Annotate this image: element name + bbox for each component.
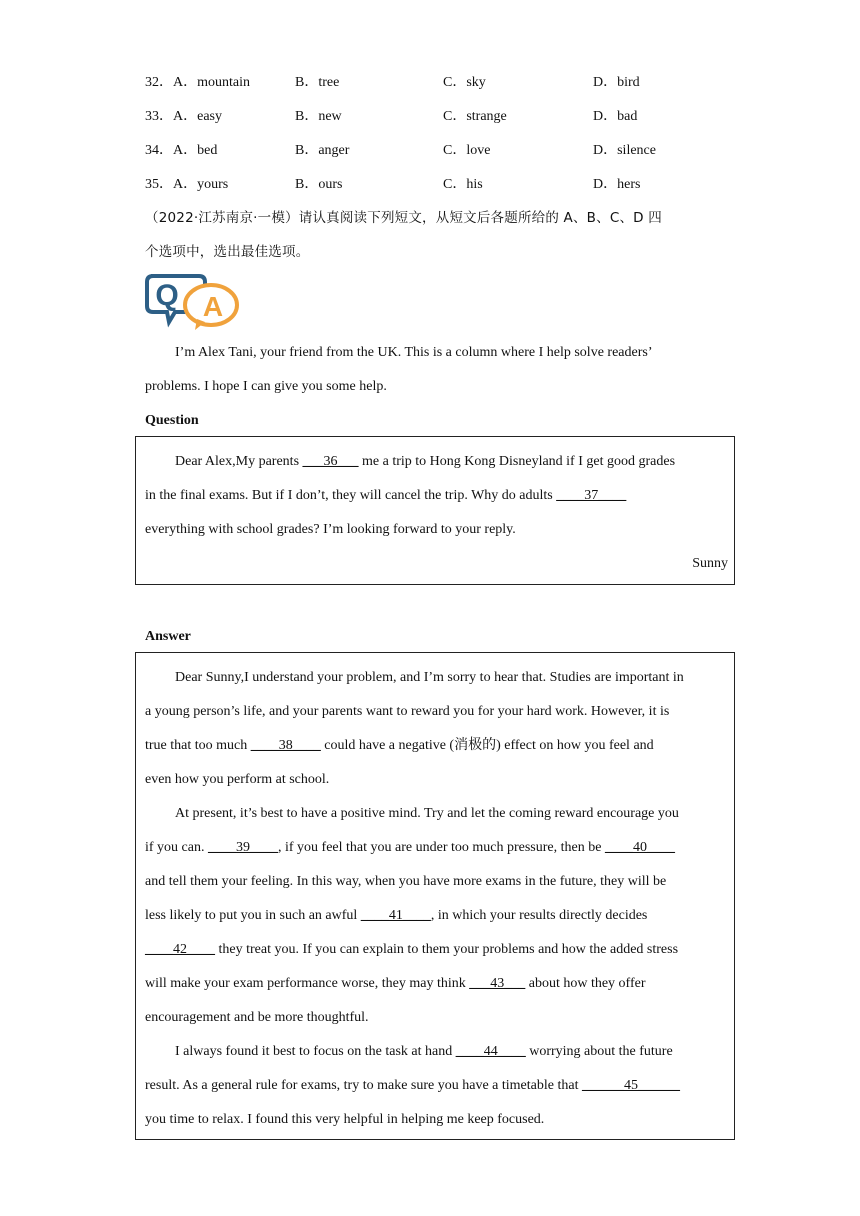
text: could have a negative (消极的) effect on how you feel and xyxy=(320,738,654,753)
blank-44: ____44____ xyxy=(455,1044,526,1059)
option-d: D．bird xyxy=(593,75,640,90)
blank-37: ____37____ xyxy=(556,488,627,503)
passage-intro xyxy=(145,336,730,404)
blank-43: ___43___ xyxy=(469,976,526,991)
answer-line xyxy=(145,729,728,763)
answer-line: Dear Sunny,I understand your problem, and I’m sorry to hear that. Studies are important in xyxy=(175,670,684,685)
text: I always found it best to focus on the task at hand xyxy=(175,1044,456,1059)
question-heading: Question xyxy=(145,413,199,428)
text: in the final exams. But if I don’t, they will cancel the trip. Why do adults xyxy=(145,488,557,503)
text: will make your exam performance worse, they may think xyxy=(145,976,470,991)
option-c: C．strange xyxy=(443,109,507,124)
blank-36: ___36___ xyxy=(302,454,359,469)
option-c: C．sky xyxy=(443,75,486,90)
text: they treat you. If you can explain to them your problems and how the added stress xyxy=(215,942,679,957)
blank-41: ____41____ xyxy=(360,908,431,923)
logo-q-letter: Q xyxy=(155,279,179,312)
text: if you can. xyxy=(145,840,208,855)
option-d: D．hers xyxy=(593,177,641,192)
option-a: 32．A．mountain xyxy=(145,75,250,90)
question-line-1 xyxy=(145,445,728,479)
answer-line: and tell them your feeling. In this way, when you have more exams in the future, they will be xyxy=(145,874,667,889)
answer-heading: Answer xyxy=(145,629,191,644)
text: , in which your results directly decides xyxy=(430,908,648,923)
passage-intro-line-1: I’m Alex Tani, your friend from the UK. This is a column where I help solve readers’ xyxy=(175,345,653,360)
option-a: 35．A．yours xyxy=(145,177,229,192)
logo-a-letter: A xyxy=(202,291,224,322)
answer-line xyxy=(145,933,728,967)
text: less likely to put you in such an awful xyxy=(145,908,361,923)
option-a: 34．A．bed xyxy=(145,143,218,158)
answer-line: a young person’s life, and your parents want to reward you for your hard work. However, it is xyxy=(145,704,670,719)
text: , if you feel that you are under too much pressure, then be xyxy=(277,840,605,855)
qa-logo-icon xyxy=(145,272,240,334)
text: result. As a general rule for exams, try to make sure you have a timetable that xyxy=(145,1078,582,1093)
option-d: D．bad xyxy=(593,109,638,124)
text: worrying about the future xyxy=(525,1044,673,1059)
answer-line: even how you perform at school. xyxy=(145,772,330,787)
text: me a trip to Hong Kong Disneyland if I get good grades xyxy=(358,454,676,469)
blank-38: ____38____ xyxy=(250,738,321,753)
answer-line: encouragement and be more thoughtful. xyxy=(145,1010,369,1025)
answer-line xyxy=(145,899,728,933)
signature-sunny: Sunny xyxy=(692,556,728,571)
answer-line xyxy=(145,831,728,865)
question-box xyxy=(135,436,735,585)
answer-line: you time to relax. I found this very helpful in helping me keep focused. xyxy=(145,1112,545,1127)
instructions xyxy=(145,201,725,269)
answer-line xyxy=(145,1069,728,1103)
passage-intro-line-2: problems. I hope I can give you some help. xyxy=(145,379,387,394)
answer-text xyxy=(145,661,728,1137)
option-b: B．anger xyxy=(295,143,350,158)
answer-line: At present, it’s best to have a positive mind. Try and let the coming reward encourage you xyxy=(175,806,679,821)
instructions-line-1: （2022·江苏南京·一模）请认真阅读下列短文，从短文后各题所给的 A、B、C、D 四 xyxy=(145,210,662,226)
instructions-line-2: 个选项中，选出最佳选项。 xyxy=(145,244,310,260)
text: about how they offer xyxy=(525,976,646,991)
option-b: B．tree xyxy=(295,75,340,90)
blank-45: ______45______ xyxy=(581,1078,680,1093)
option-c: C．love xyxy=(443,143,491,158)
blank-40: ____40____ xyxy=(604,840,675,855)
option-d: D．silence xyxy=(593,143,656,158)
answer-line xyxy=(145,967,728,1001)
option-c: C．his xyxy=(443,177,483,192)
answer-box xyxy=(135,652,735,1140)
text: true that too much xyxy=(145,738,251,753)
question-text xyxy=(145,445,728,581)
option-b: B．ours xyxy=(295,177,343,192)
option-b: B．new xyxy=(295,109,342,124)
question-line-3: everything with school grades? I’m looking forward to your reply. xyxy=(145,522,516,537)
answer-line xyxy=(145,1035,728,1069)
blank-42: ____42____ xyxy=(145,942,215,957)
text: Dear Alex,My parents xyxy=(175,454,303,469)
blank-39: ____39____ xyxy=(207,840,278,855)
question-line-2 xyxy=(145,479,728,513)
option-a: 33．A．easy xyxy=(145,109,222,124)
